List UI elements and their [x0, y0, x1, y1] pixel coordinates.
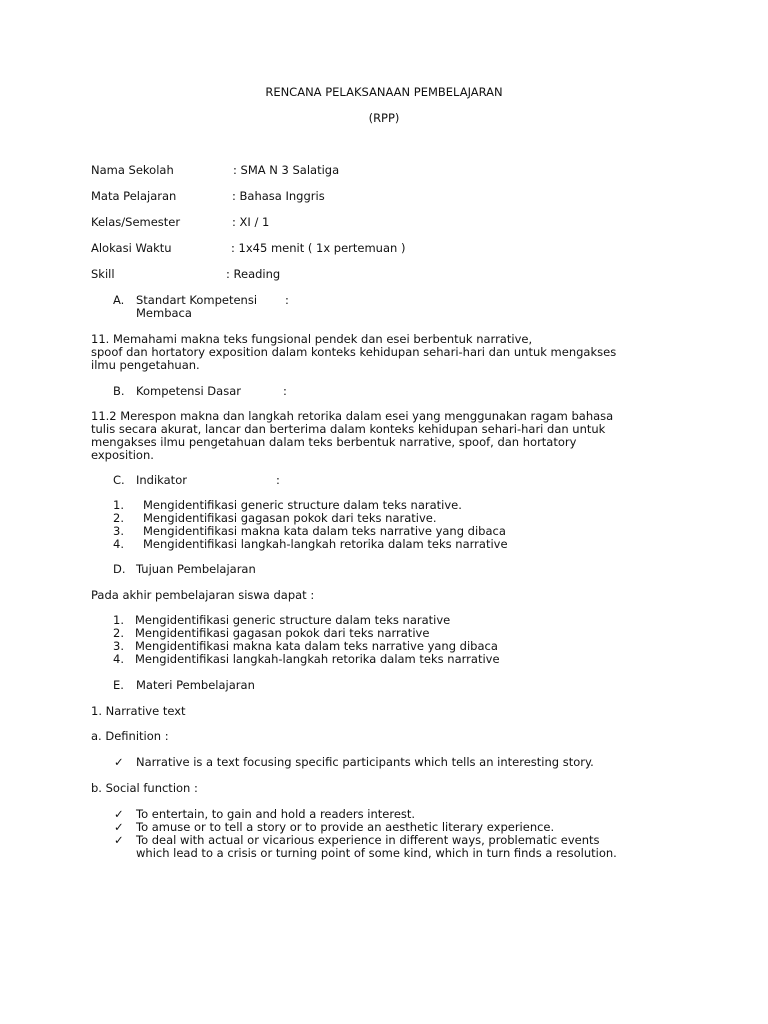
- section-a-para-line: 11. Memahami makna teks fungsional pendek dan esei berbentuk narrative,: [91, 332, 533, 346]
- section-c-letter: C.: [113, 473, 125, 487]
- info-label-time: Alokasi Waktu: [91, 241, 172, 255]
- list-text: Mengidentifikasi makna kata dalam teks narrative yang dibaca: [143, 524, 506, 538]
- section-d-heading: Tujuan Pembelajaran: [136, 562, 256, 576]
- checkmark-icon: ✓: [114, 820, 124, 834]
- list-text: Mengidentifikasi langkah-langkah retorika dalam teks narrative: [143, 537, 508, 551]
- list-item: [113, 653, 500, 666]
- info-label-school: Nama Sekolah: [91, 163, 174, 177]
- info-value-time: : 1x45 menit ( 1x pertemuan ): [231, 241, 406, 255]
- info-value-class: : XI / 1: [232, 215, 270, 229]
- list-number: 2.: [113, 626, 124, 640]
- section-b-para-line: 11.2 Merespon makna dan langkah retorika dalam esei yang menggunakan ragam bahasa: [91, 409, 614, 423]
- list-text: Mengidentifikasi makna kata dalam teks narrative yang dibaca: [135, 639, 498, 653]
- list-number: 4.: [113, 652, 124, 666]
- list-text: Mengidentifikasi gagasan pokok dari teks narative.: [143, 511, 437, 525]
- section-d-letter: D.: [113, 562, 126, 576]
- checkmark-icon: ✓: [114, 833, 124, 847]
- section-b-heading: Kompetensi Dasar: [136, 384, 241, 398]
- section-b-para-line: exposition.: [91, 448, 154, 462]
- list-text: Mengidentifikasi generic structure dalam teks narative.: [143, 498, 462, 512]
- section-b-colon: :: [283, 384, 287, 398]
- section-b-para-line: mengakses ilmu pengetahuan dalam teks berbentuk narrative, spoof, dan hortatory: [91, 435, 577, 449]
- info-value-school: : SMA N 3 Salatiga: [233, 163, 340, 177]
- checkmark-icon: ✓: [114, 755, 124, 769]
- info-label-skill: Skill: [91, 267, 115, 281]
- section-d-intro: Pada akhir pembelajaran siswa dapat :: [91, 588, 315, 602]
- info-label-subject: Mata Pelajaran: [91, 189, 177, 203]
- section-b-letter: B.: [113, 384, 125, 398]
- checklist-text: To amuse or to tell a story or to provide an aesthetic literary experience.: [136, 820, 555, 834]
- list-number: 1.: [113, 498, 124, 512]
- definition-label: a. Definition :: [91, 729, 169, 743]
- section-a-letter: A.: [113, 293, 125, 307]
- list-number: 1.: [113, 613, 124, 627]
- info-value-skill: : Reading: [226, 267, 281, 281]
- social-function-label: b. Social function :: [91, 781, 198, 795]
- checklist-text: To deal with actual or vicarious experience in different ways, problematic events: [136, 833, 600, 847]
- list-number: 4.: [113, 537, 124, 551]
- checklist-item: [114, 756, 594, 769]
- section-e-letter: E.: [113, 678, 124, 692]
- section-e-heading: Materi Pembelajaran: [136, 678, 255, 692]
- list-text: Mengidentifikasi generic structure dalam teks narative: [135, 613, 451, 627]
- section-e-topic: 1. Narrative text: [91, 704, 186, 718]
- checklist-continuation: which lead to a crisis or turning point of some kind, which in turn finds a resolution.: [136, 846, 617, 860]
- checklist-text: To entertain, to gain and hold a readers interest.: [136, 807, 416, 821]
- info-value-subject: : Bahasa Inggris: [232, 189, 325, 203]
- info-label-class: Kelas/Semester: [91, 215, 181, 229]
- section-a-para-line: spoof dan hortatory exposition dalam konteks kehidupan sehari-hari dan untuk mengakses: [91, 345, 617, 359]
- checkmark-icon: ✓: [114, 807, 124, 821]
- section-a-sub: Membaca: [136, 306, 192, 320]
- list-item: [113, 538, 508, 551]
- section-a-para-line: ilmu pengetahuan.: [91, 358, 200, 372]
- document-title: RENCANA PELAKSANAAN PEMBELAJARAN: [265, 85, 503, 99]
- list-number: 3.: [113, 639, 124, 653]
- section-a-heading: Standart Kompetensi: [136, 293, 258, 307]
- list-text: Mengidentifikasi langkah-langkah retorika dalam teks narrative: [135, 652, 500, 666]
- checklist-text: Narrative is a text focusing specific participants which tells an interesting story.: [136, 755, 594, 769]
- list-text: Mengidentifikasi gagasan pokok dari teks narrative: [135, 626, 430, 640]
- section-b-para-line: tulis secara akurat, lancar dan berterima dalam konteks kehidupan sehari-hari dan untuk: [91, 422, 606, 436]
- section-c-colon: :: [276, 473, 280, 487]
- document-subtitle: (RPP): [368, 111, 400, 125]
- list-number: 2.: [113, 511, 124, 525]
- section-c-heading: Indikator: [136, 473, 187, 487]
- section-a-colon: :: [285, 293, 289, 307]
- list-number: 3.: [113, 524, 124, 538]
